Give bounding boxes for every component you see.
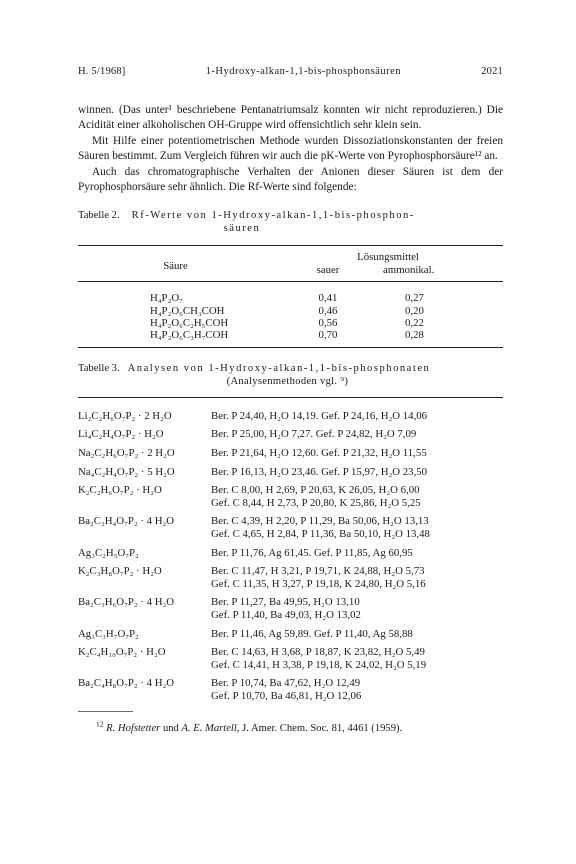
footnote-number: 12	[96, 719, 104, 729]
analysis-calculated: Ber. C 11,47, H 3,21, P 19,71, K 24,88, H₂O 5,73	[211, 565, 425, 578]
table-row	[78, 596, 503, 627]
running-header	[78, 66, 503, 77]
footnote-author1: R. Hofstetter	[106, 722, 161, 734]
compound-formula: K₂C₃H₈O₇P₂ · H₂O	[78, 565, 162, 578]
paragraph-2: Mit Hilfe einer potentiometrischen Methode wurden Dissoziationskonstanten der freien Säuren bestimmt. Zum Vergleich führen wir auch die pK-Werte von Pyrophosphorsäure¹² an.	[78, 134, 503, 163]
rf-ammonikal: 0,28	[405, 329, 424, 342]
compound-formula: K₂C₂H₆O₇P₂ · H₂O	[78, 484, 162, 497]
analysis-found: Gef. P 11,40, Ba 49,03, H₂O 13,02	[211, 609, 361, 621]
table2-subheader-sauer: sauer	[316, 263, 340, 276]
table3	[78, 410, 503, 703]
table-row	[78, 547, 503, 566]
page-number: 2021	[481, 66, 503, 77]
analysis-calculated: Ber. C 8,00, H 2,69, P 20,63, K 26,05, H₂O 6,00	[211, 484, 420, 497]
table3-title-line1: Analysen von 1-Hydroxy-alkan-1,1-bis-phosphonaten	[127, 362, 431, 374]
analysis-calculated: Ber. P 24,40, H₂O 14,19. Gef. P 24,16, H₂O 14,06	[211, 409, 428, 422]
table-row	[78, 628, 503, 647]
footnote-citation: J. Amer. Chem. Soc. 81, 4461 (1959).	[242, 722, 403, 734]
table2-subheader-ammonikal: ammonikal.	[383, 263, 435, 276]
compound-formula: Ag₃C₂H₅O₇P₂	[78, 546, 139, 559]
table2	[78, 246, 503, 346]
rf-ammonikal: 0,22	[405, 317, 424, 330]
acid-formula: H₄P₂O₆C₂H₅COH	[150, 317, 229, 330]
table-row	[78, 466, 503, 485]
footnote-12	[78, 719, 503, 734]
table3-caption	[78, 362, 503, 388]
compound-formula: K₂C₄H₁₀O₇P₂ · H₂O	[78, 646, 166, 659]
acid-formula: H₄P₂O₆CH₃COH	[150, 304, 225, 317]
table-row	[78, 515, 503, 546]
analysis-calculated: Ber. P 11,46, Ag 59,89. Gef. P 11,40, Ag 58,88	[211, 627, 413, 640]
footnote-rule	[78, 711, 133, 712]
analysis-calculated: Ber. C 14,63, H 3,68, P 18,87, K 23,82, H₂O 5,49	[211, 646, 425, 659]
analysis-calculated: Ber. P 10,74, Ba 47,62, H₂O 12,49	[211, 677, 361, 690]
table3-title-line2: (Analysenmethoden vgl. ⁹)	[226, 375, 349, 387]
table-row	[78, 565, 503, 596]
analysis-calculated: Ber. P 16,13, H₂O 23,46. Gef. P 15,97, H₂O 23,50	[211, 465, 428, 478]
compound-formula: Ba₂C₃H₆O₇P₂ · 4 H₂O	[78, 596, 175, 609]
table-row	[78, 677, 503, 702]
compound-formula: Na₄C₂H₄O₇P₂ · 5 H₂O	[78, 465, 175, 478]
analysis-calculated: Ber. P 25,00, H₂O 7,27. Gef. P 24,82, H₂O 7,09	[211, 428, 417, 441]
analysis-calculated: Ber. P 11,76, Ag 61,45. Gef. P 11,85, Ag 60,95	[211, 546, 413, 559]
compound-formula: Ag₃C₃H₇O₇P₂	[78, 627, 139, 640]
table-row	[78, 305, 503, 317]
table-row	[78, 292, 503, 304]
acid-formula: H₄P₂O₇	[150, 292, 183, 305]
table-row	[78, 428, 503, 447]
compound-formula: Li₂C₂H₆O₇P₂ · 2 H₂O	[78, 409, 172, 422]
table2-title-line1: Rf-Werte von 1-Hydroxy-alkan-1,1-bis-phosphon-	[131, 210, 415, 222]
rf-ammonikal: 0,20	[405, 304, 424, 317]
table-row	[78, 484, 503, 515]
rf-sauer: 0,41	[318, 292, 338, 305]
analysis-found: Gef. C 4,65, H 2,84, P 11,36, Ba 50,10, H₂O 13,48	[211, 528, 430, 541]
table3-top-rule	[78, 397, 503, 398]
header-title: 1-Hydroxy-alkan-1,1-bis-phosphonsäuren	[205, 66, 402, 77]
analysis-found: Gef. C 11,35, H 3,27, P 19,18, K 24,80, H₂O 5,16	[211, 577, 426, 590]
analysis-calculated: Ber. P 21,64, H₂O 12,60. Gef. P 21,32, H₂O 11,55	[211, 447, 427, 460]
table2-bottom-rule	[78, 347, 503, 348]
table-row	[78, 410, 503, 429]
table2-caption	[78, 209, 503, 235]
table-row	[78, 329, 503, 341]
header-left: H. 5/1968]	[78, 66, 126, 77]
analysis-found: Gef. C 14,41, H 3,38, P 19,18, K 24,02, H₂O 5,19	[211, 658, 427, 671]
analysis-calculated: Ber. P 11,27, Ba 49,95, H₂O 13,10	[211, 596, 360, 609]
analysis-found: Gef. C 8,44, H 2,73, P 20,80, K 25,86, H₂O 5,25	[211, 496, 421, 509]
paragraph-1: winnen. (Das unter¹ beschriebene Pentanatriumsalz konnten wir nicht reproduzieren.) Die Acidität einer alkoholischen OH-Gruppe wird offensichtlich sehr klein sein.	[78, 104, 503, 132]
compound-formula: Li₄C₂H₄O₇P₂ · H₂O	[78, 428, 164, 441]
paragraph-3: Auch das chromatographische Verhalten der Anionen dieser Säuren ist dem der Pyrophosphorsäure sehr ähnlich. Die Rf-Werte sind folgende:	[78, 165, 503, 194]
analysis-calculated: Ber. C 4,39, H 2,20, P 11,29, Ba 50,06, H₂O 13,13	[211, 515, 429, 528]
table2-col-header-acid: Säure	[163, 259, 188, 272]
page	[78, 66, 503, 734]
analysis-found: Gef. P 10,70, Ba 46,81, H₂O 12,06	[211, 689, 362, 702]
table3-label: Tabelle 3.	[78, 362, 120, 374]
footnote-author2: A. E. Martell,	[181, 722, 240, 734]
table2-label: Tabelle 2.	[78, 210, 120, 222]
acid-formula: H₄P₂O₆C₃H₇COH	[150, 329, 229, 342]
table2-title-line2: säuren	[223, 223, 261, 235]
compound-formula: Ba₂C₄H₈O₇P₂ · 4 H₂O	[78, 677, 175, 690]
table-row	[78, 317, 503, 329]
compound-formula: Na₂C₂H₆O₇P₂ · 2 H₂O	[78, 447, 175, 460]
rf-sauer: 0,70	[318, 329, 338, 342]
rf-sauer: 0,46	[318, 304, 338, 317]
rf-sauer: 0,56	[318, 317, 338, 330]
table-row	[78, 447, 503, 466]
compound-formula: Ba₂C₂H₄O₇P₂ · 4 H₂O	[78, 515, 175, 528]
rf-ammonikal: 0,27	[405, 292, 424, 305]
body-text	[78, 103, 503, 195]
table2-group-header: Lösungsmittel	[357, 251, 419, 264]
footnote-and: und	[162, 722, 179, 734]
table-row	[78, 646, 503, 677]
